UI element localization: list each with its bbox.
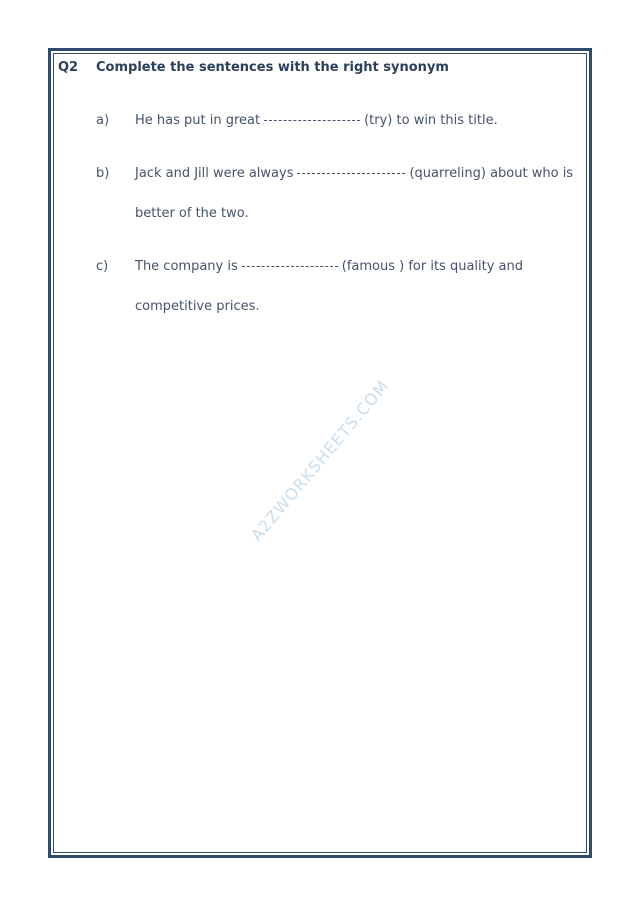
item-b-text-before: Jack and Jill were always xyxy=(135,166,294,181)
item-a-text-after: (try) to win this title. xyxy=(364,113,498,128)
item-b-text-after: (quarreling) about who is xyxy=(409,166,574,181)
item-c-text-after: (famous ) for its quality and xyxy=(341,259,524,274)
item-c-text-before: The company is xyxy=(135,259,238,274)
item-c-line-1 xyxy=(135,259,523,274)
item-c-label: c) xyxy=(96,259,109,274)
item-a-label: a) xyxy=(96,113,110,128)
item-b-label: b) xyxy=(96,166,110,181)
item-a-text-before: He has put in great xyxy=(135,113,261,128)
item-a-blank[interactable] xyxy=(264,120,360,121)
item-b-line-2: better of the two. xyxy=(135,206,249,221)
item-a-line-1 xyxy=(135,113,498,128)
item-b-line-1 xyxy=(135,166,573,181)
question-title: Complete the sentences with the right synonym xyxy=(96,60,449,75)
item-c-line-2: competitive prices. xyxy=(135,299,260,314)
item-c-blank[interactable] xyxy=(242,266,338,267)
question-number: Q2 xyxy=(58,60,79,75)
watermark: A2ZWORKSHEETS.COM xyxy=(247,376,393,545)
item-b-blank[interactable] xyxy=(297,173,405,174)
